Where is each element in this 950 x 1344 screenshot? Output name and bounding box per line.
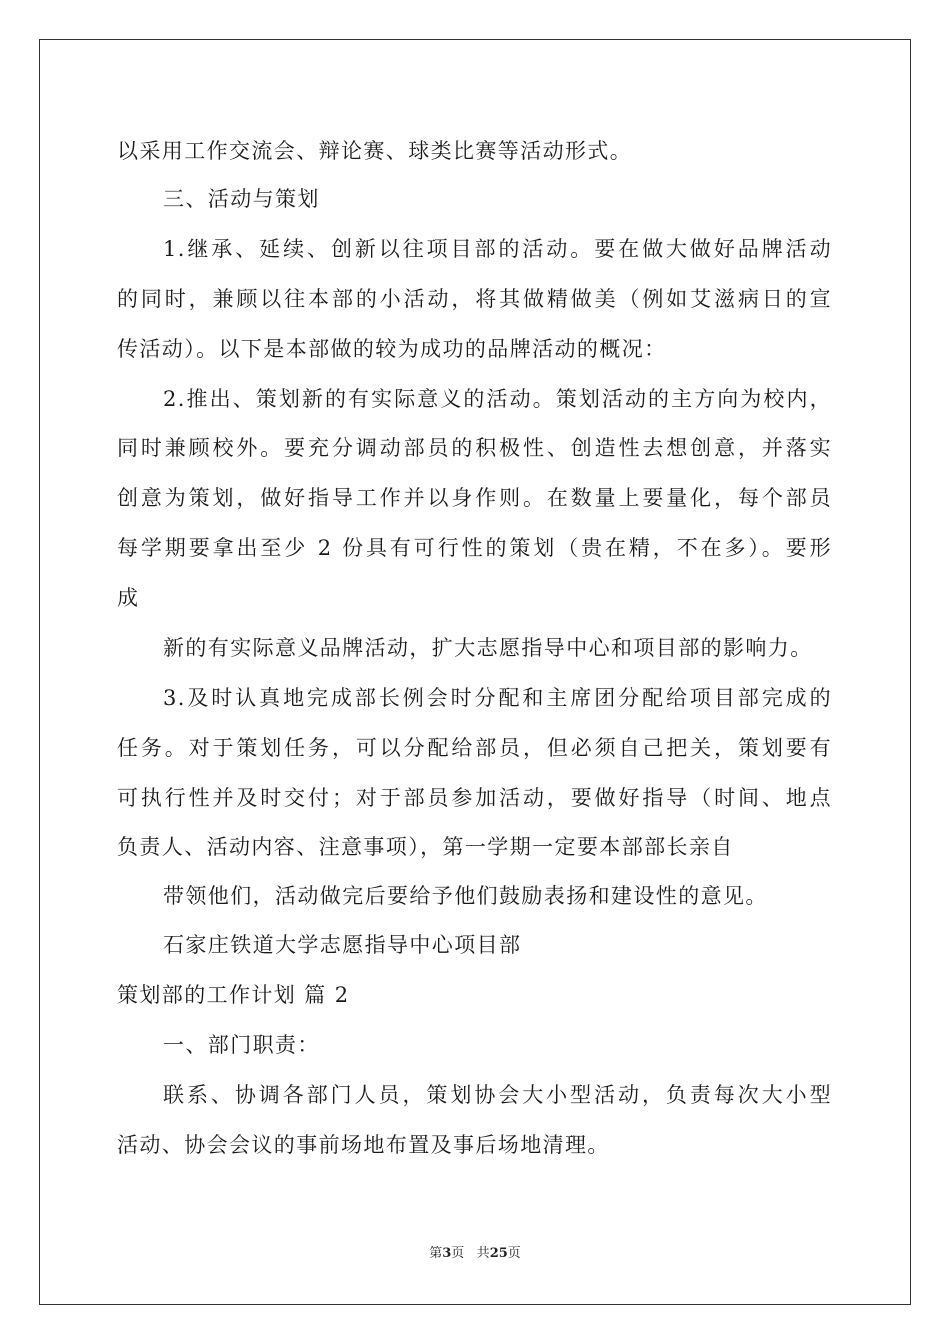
section-heading: 一、部门职责： [163, 1033, 320, 1057]
text-line: 传活动）。以下是本部做的较为成功的品牌活动的概况： [117, 337, 667, 361]
page-border [39, 39, 911, 1305]
text-line: 2.推出、策划新的有实际意义的活动。策划活动的主方向为校内， [163, 387, 832, 411]
text-line: 3.及时认真地完成部长例会时分配和主席团分配给项目部完成的 [163, 686, 832, 710]
footer-page-number: 3 [442, 1246, 452, 1261]
text-line: 的同时，兼顾以往本部的小活动，将其做精做美（例如艾滋病日的宣 [117, 287, 832, 311]
text-line: 负责人、活动内容、注意事项），第一学期一定要本部部长亲自 [117, 835, 734, 859]
text-line: 带领他们，活动做完后要给予他们鼓励表扬和建设性的意见。 [163, 884, 768, 908]
text-line: 创意为策划，做好指导工作并以身作则。在数量上要量化，每个部员 [117, 486, 832, 510]
text-line: 石家庄铁道大学志愿指导中心项目部 [163, 933, 522, 957]
text-line: 成 [117, 586, 140, 610]
text-line: 以采用工作交流会、辩论赛、球类比赛等活动形式。 [117, 139, 633, 163]
text-line: 可执行性并及时交付；对于部员参加活动，要做好指导（时间、地点 [117, 786, 832, 810]
text-line: 每学期要拿出至少 2 份具有可行性的策划（贵在精，不在多）。要形 [117, 536, 832, 560]
section-heading: 三、活动与策划 [163, 187, 320, 211]
text-line: 新的有实际意义品牌活动，扩大志愿指导中心和项目部的影响力。 [163, 636, 813, 660]
text-line: 活动、协会会议的事前场地布置及事后场地清理。 [117, 1133, 610, 1157]
text-line: 1.继承、延续、创新以往项目部的活动。要在做大做好品牌活动 [163, 237, 832, 261]
text-line: 联系、协调各部门人员，策划协会大小型活动，负责每次大小型 [163, 1083, 832, 1107]
footer-total-suffix: 页 [507, 1246, 521, 1261]
text-line: 同时兼顾校外。要充分调动部员的积极性、创造性去想创意，并落实 [117, 436, 832, 460]
footer-total-prefix: 共 [476, 1246, 490, 1261]
footer-page-suffix: 页 [451, 1246, 465, 1261]
page-footer [0, 1245, 950, 1263]
footer-total-pages: 25 [489, 1246, 508, 1261]
text-line: 任务。对于策划任务，可以分配给部员，但必须自己把关，策划要有 [117, 736, 832, 760]
footer-page-prefix: 第 [429, 1246, 443, 1261]
document-title: 策划部的工作计划 篇 2 [117, 983, 350, 1007]
